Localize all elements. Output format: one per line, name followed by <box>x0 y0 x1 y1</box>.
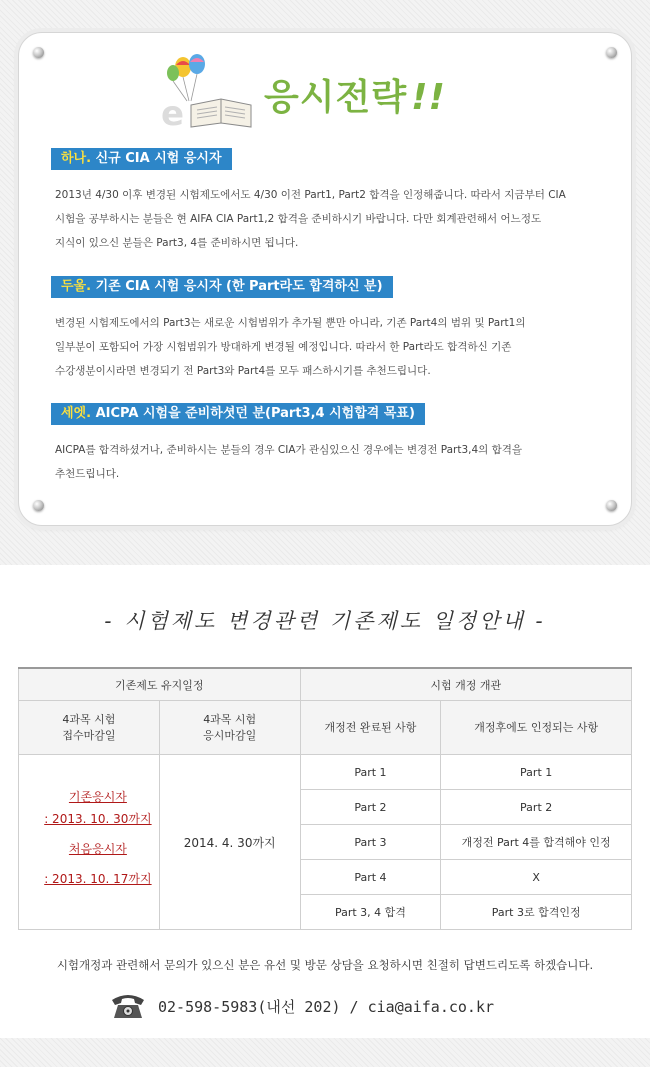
first-applicant-date: : 2013. 10. 17까지 <box>44 872 152 886</box>
column-header-registration: 4과목 시험 접수마감일 <box>19 701 160 755</box>
after-cell: X <box>441 860 632 895</box>
after-cell: Part 2 <box>441 790 632 825</box>
after-cell: Part 3로 합격인정 <box>441 895 632 930</box>
section-heading-2: 두울. 기존 CIA 시험 응시자 (한 Part라도 합격하신 분) <box>51 276 393 298</box>
page-title: 응시전략 !! <box>264 77 446 118</box>
after-cell: Part 1 <box>441 755 632 790</box>
before-cell: Part 3, 4 합격 <box>300 895 441 930</box>
section-heading-3: 세엣. AICPA 시험을 준비하셧던 분(Part3,4 시험합격 목표) <box>51 403 425 425</box>
column-header-after: 개정후에도 인정되는 사항 <box>441 701 632 755</box>
title-block <box>159 53 489 133</box>
footer-note: 시험개정과 관련해서 문의가 있으신 분은 유선 및 방문 상담을 요청하시면 친절히 답변드리도록 하겠습니다. <box>56 958 594 972</box>
schedule-table <box>18 667 632 930</box>
pin-icon <box>33 500 44 511</box>
existing-applicant-label: 기존응시자 <box>68 790 127 804</box>
group-header-left: 기존제도 유지일정 <box>19 668 301 701</box>
bottom-background <box>0 1038 650 1067</box>
before-cell: Part 2 <box>300 790 441 825</box>
after-cell: 개정전 Part 4를 합격해야 인정 <box>441 825 632 860</box>
contact-row <box>108 992 568 1022</box>
svg-text:e: e <box>161 94 185 133</box>
pin-icon <box>33 47 44 58</box>
telephone-icon <box>108 992 148 1020</box>
before-cell: Part 1 <box>300 755 441 790</box>
section-body-2: 변경된 시험제도에서의 Part3는 새로운 시험범위가 추가될 뿐만 아니라, 기존 Part4의 범위 및 Part1의 일부분이 포함되어 가장 시험범위가 방대하게 변경될 예정입니다. 따라서 한 Part라도 합격하신 기존 수강생분이시라면 변경되기 전 Part3와 Part4를 모두 패스하시기를 추천드립니다. <box>55 317 526 377</box>
balloon-book-icon <box>159 53 269 133</box>
group-header-right: 시험 개정 개관 <box>300 668 631 701</box>
pin-icon <box>606 47 617 58</box>
existing-applicant-date: : 2013. 10. 30까지 <box>44 812 152 826</box>
schedule-subtitle: - 시험제도 변경관련 기존제도 일정안내 - <box>104 609 546 633</box>
table-row <box>19 755 632 790</box>
column-header-exam-deadline: 4과목 시험 응시마감일 <box>159 701 300 755</box>
exam-deadline-cell: 2014. 4. 30까지 <box>159 755 300 930</box>
column-header-before: 개정전 완료된 사항 <box>300 701 441 755</box>
registration-deadline-cell <box>19 755 160 930</box>
contact-info: 02-598-5983(내선 202) / cia@aifa.co.kr <box>158 998 495 1016</box>
strategy-card <box>18 32 632 526</box>
pin-icon <box>606 500 617 511</box>
section-body-1: 2013년 4/30 이후 변경된 시험제도에서도 4/30 이전 Part1, Part2 합격을 인정해줍니다. 따라서 지금부터 CIA 시험을 공부하시는 분들은 현 AIFA CIA Part1,2 합격을 준비하시기 바랍니다. 다만 회계관련해서 어느정도 지식이 있으신 분들은 Part3, 4를 준비하시면 됩니다. <box>55 189 566 249</box>
first-applicant-label: 처음응시자 <box>68 842 127 856</box>
section-body-3: AICPA를 합격하셨거나, 준비하시는 분들의 경우 CIA가 관심있으신 경우에는 변경전 Part3,4의 합격을 추천드립니다. <box>55 444 523 480</box>
before-cell: Part 3 <box>300 825 441 860</box>
section-heading-1: 하나. 신규 CIA 시험 응시자 <box>51 148 232 170</box>
before-cell: Part 4 <box>300 860 441 895</box>
